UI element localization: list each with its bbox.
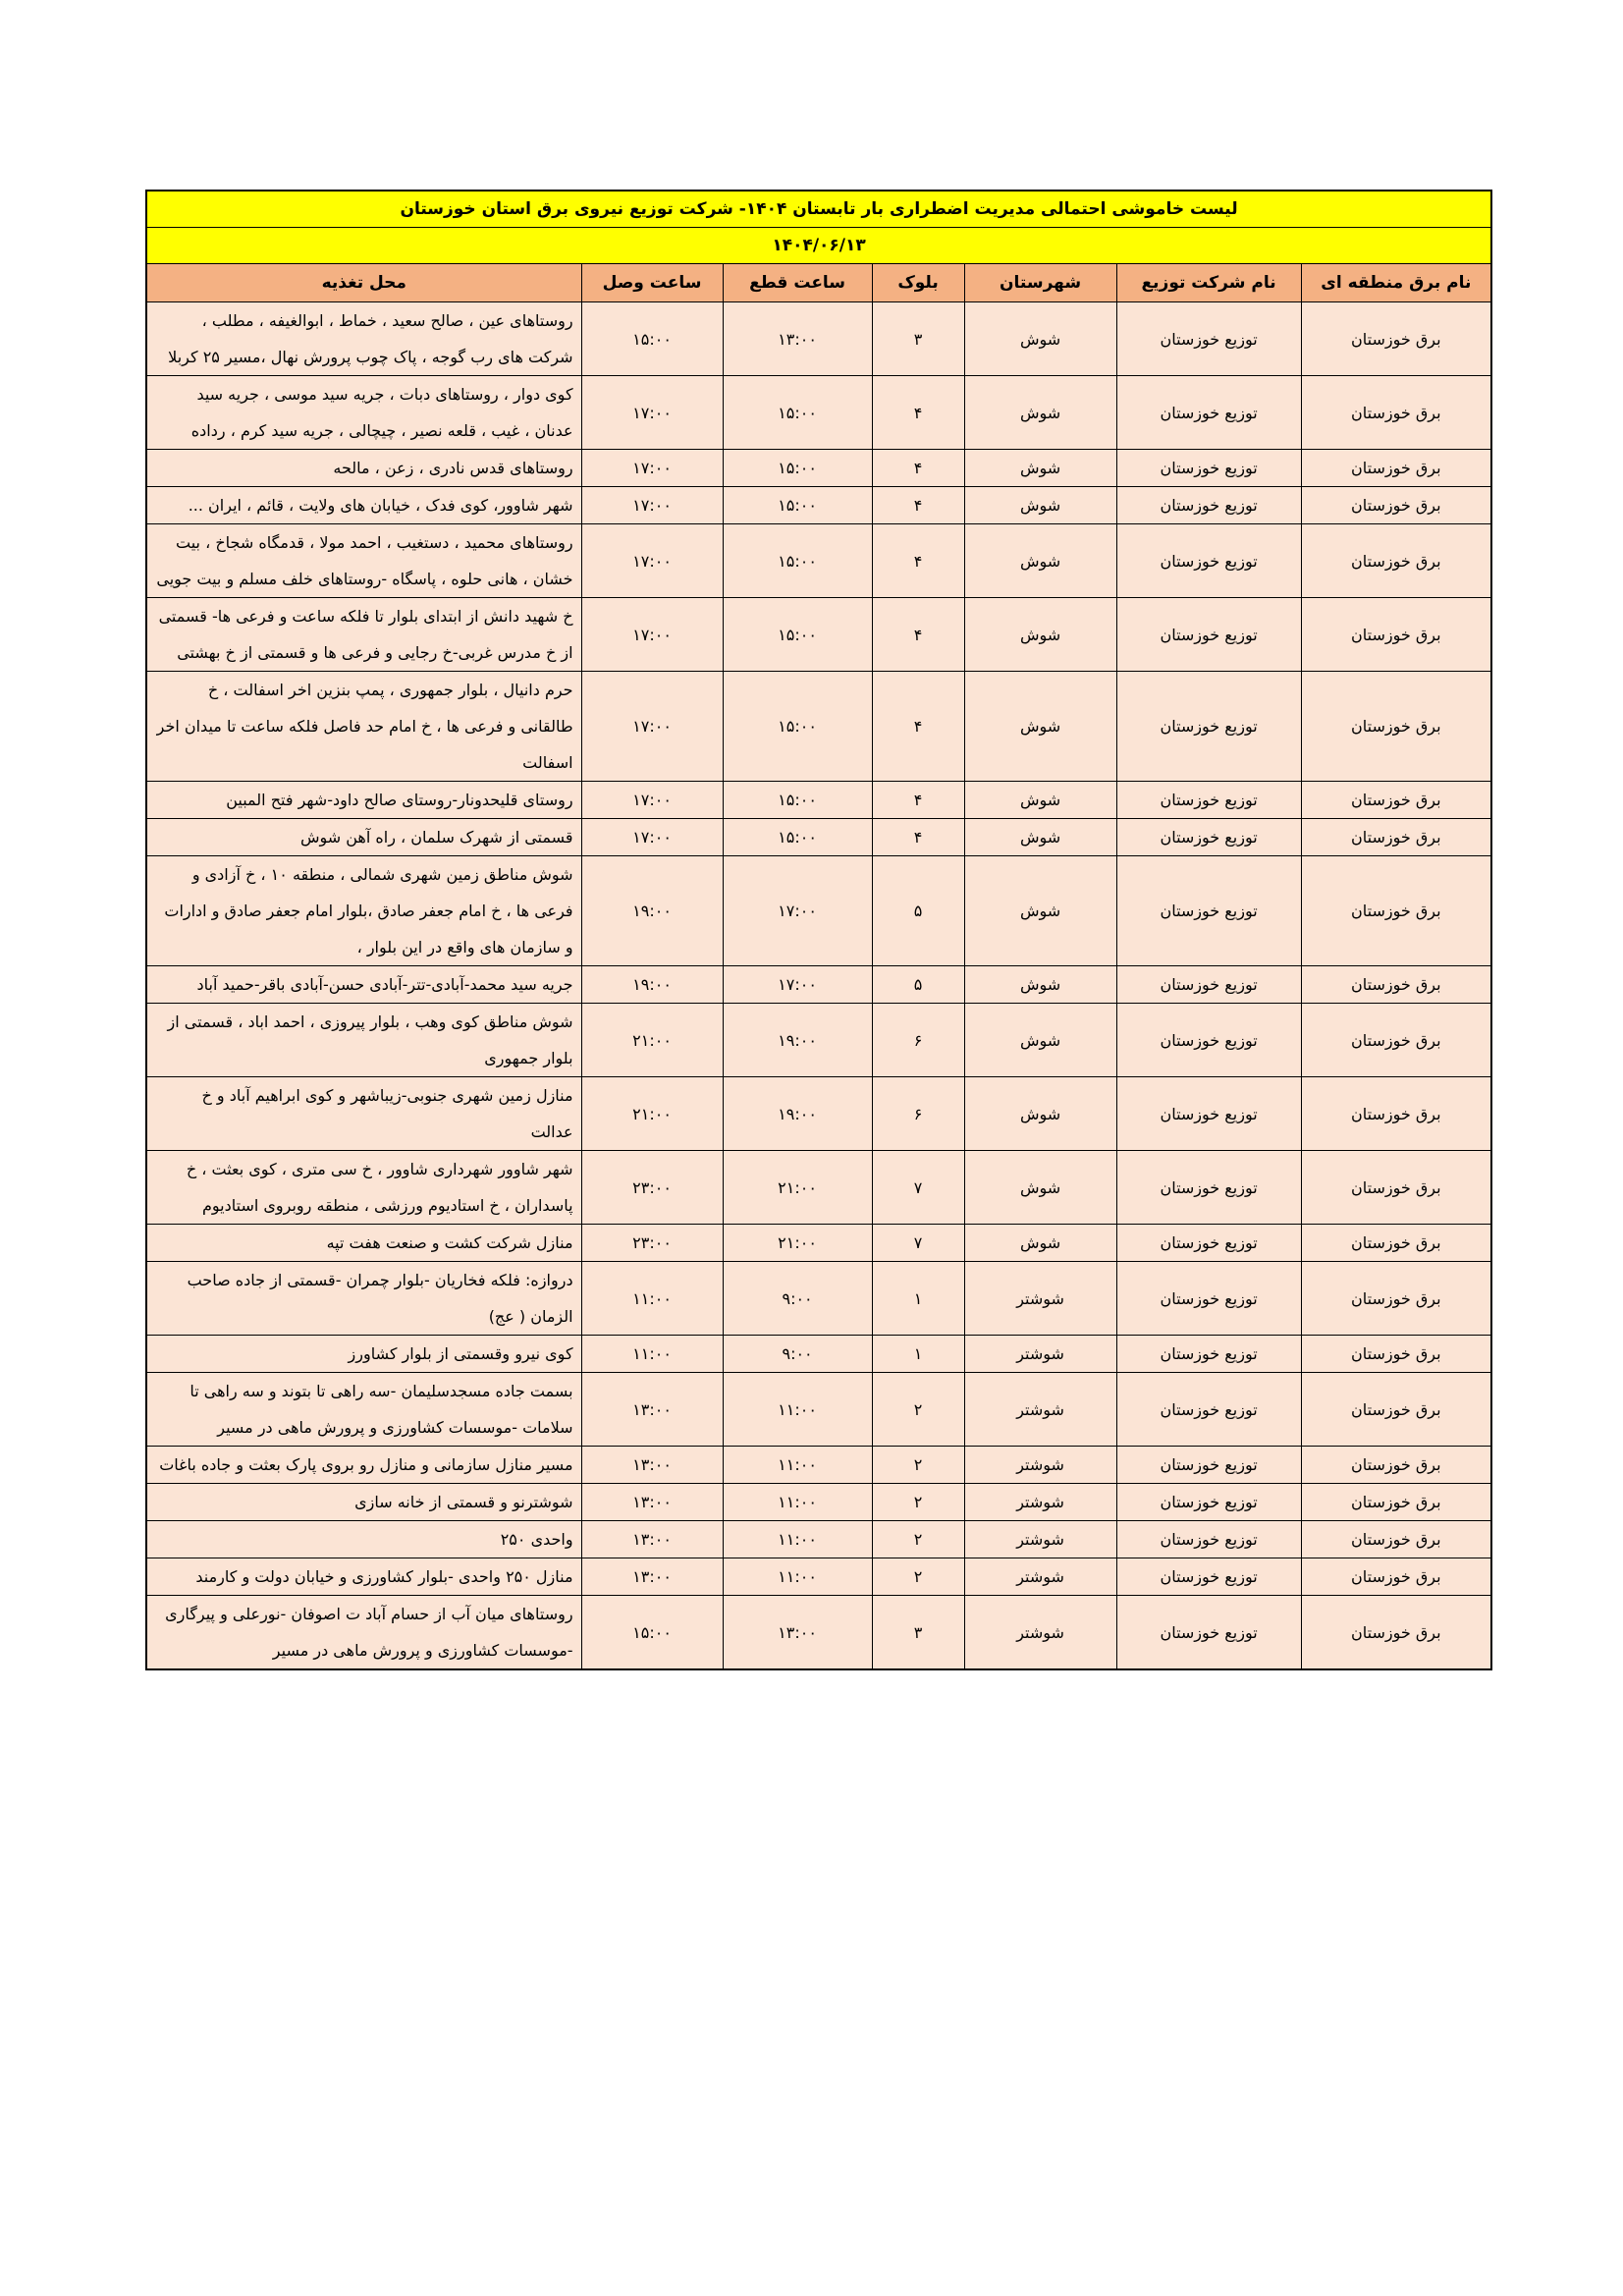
cell-city: شوشتر (964, 1521, 1116, 1558)
cell-cut-time: ۱۹:۰۰ (723, 1077, 872, 1151)
cell-city: شوشتر (964, 1484, 1116, 1521)
table-row (146, 1004, 1491, 1077)
cell-cut-time: ۱۵:۰۰ (723, 376, 872, 450)
table-row (146, 1262, 1491, 1336)
cell-location: بسمت جاده مسجدسلیمان -سه راهی تا بتوند و سه راهی تا سلامات -موسسات کشاورزی و پرورش ماهی در مسیر (146, 1373, 581, 1447)
cell-cut-time: ۱۷:۰۰ (723, 966, 872, 1004)
cell-cut-time: ۲۱:۰۰ (723, 1151, 872, 1225)
outage-schedule-table (145, 190, 1492, 1670)
cell-company: توزیع خوزستان (1116, 819, 1301, 856)
cell-city: شوش (964, 1077, 1116, 1151)
cell-region: برق خوزستان (1301, 1225, 1491, 1262)
cell-cut-time: ۹:۰۰ (723, 1262, 872, 1336)
cell-location: منازل زمین شهری جنوبی-زیباشهر و کوی ابراهیم آباد و خ عدالت (146, 1077, 581, 1151)
cell-connect-time: ۱۹:۰۰ (581, 856, 723, 966)
cell-city: شوش (964, 672, 1116, 782)
cell-company: توزیع خوزستان (1116, 1558, 1301, 1596)
cell-location: شوش مناطق زمین شهری شمالی ، منطقه ۱۰ ، خ آزادی و فرعی ها ، خ امام جعفر صادق ،بلوار امام جعفر صادق و ادارات و سازمان های واقع در این بلوار ، (146, 856, 581, 966)
table-row (146, 782, 1491, 819)
cell-company: توزیع خوزستان (1116, 450, 1301, 487)
cell-company: توزیع خوزستان (1116, 1373, 1301, 1447)
cell-region: برق خوزستان (1301, 1484, 1491, 1521)
cell-location: منازل ۲۵۰ واحدی -بلوار کشاورزی و خیابان دولت و کارمند (146, 1558, 581, 1596)
table-row (146, 856, 1491, 966)
cell-block: ۴ (872, 598, 964, 672)
cell-region: برق خوزستان (1301, 966, 1491, 1004)
cell-cut-time: ۱۵:۰۰ (723, 487, 872, 524)
header-connect-time: ساعت وصل (581, 264, 723, 302)
table-row (146, 672, 1491, 782)
cell-cut-time: ۱۱:۰۰ (723, 1447, 872, 1484)
cell-region: برق خوزستان (1301, 672, 1491, 782)
cell-connect-time: ۱۱:۰۰ (581, 1336, 723, 1373)
cell-company: توزیع خوزستان (1116, 856, 1301, 966)
cell-block: ۲ (872, 1558, 964, 1596)
cell-company: توزیع خوزستان (1116, 1484, 1301, 1521)
cell-cut-time: ۱۱:۰۰ (723, 1373, 872, 1447)
header-block: بلوک (872, 264, 964, 302)
cell-location: روستای قلیحدونار-روستای صالح داود-شهر فتح المبین (146, 782, 581, 819)
cell-location: قسمتی از شهرک سلمان ، راه آهن شوش (146, 819, 581, 856)
header-region: نام برق منطقه ای (1301, 264, 1491, 302)
cell-block: ۷ (872, 1225, 964, 1262)
cell-connect-time: ۲۱:۰۰ (581, 1004, 723, 1077)
cell-region: برق خوزستان (1301, 450, 1491, 487)
cell-region: برق خوزستان (1301, 1596, 1491, 1670)
cell-cut-time: ۱۵:۰۰ (723, 782, 872, 819)
cell-city: شوش (964, 302, 1116, 376)
cell-company: توزیع خوزستان (1116, 487, 1301, 524)
cell-location: شهر شاوور شهرداری شاوور ، خ سی متری ، کوی بعثت ، خ پاسداران ، خ استادیوم ورزشی ، منطقه روبروی استادیوم (146, 1151, 581, 1225)
cell-company: توزیع خوزستان (1116, 1336, 1301, 1373)
cell-location: حرم دانیال ، بلوار جمهوری ، پمپ بنزین اخر اسفالت ، خ طالقانی و فرعی ها ، خ امام حد فاصل فلکه ساعت تا میدان اخر اسفالت (146, 672, 581, 782)
cell-block: ۲ (872, 1484, 964, 1521)
cell-company: توزیع خوزستان (1116, 1004, 1301, 1077)
cell-block: ۱ (872, 1336, 964, 1373)
cell-location: دروازه: فلکه فخاریان -بلوار چمران -قسمتی از جاده صاحب الزمان ( عج) (146, 1262, 581, 1336)
cell-cut-time: ۱۱:۰۰ (723, 1558, 872, 1596)
cell-location: واحدی ۲۵۰ (146, 1521, 581, 1558)
cell-company: توزیع خوزستان (1116, 1225, 1301, 1262)
table-row (146, 1521, 1491, 1558)
cell-city: شوشتر (964, 1447, 1116, 1484)
cell-location: روستاهای عین ، صالح سعید ، خماط ، ابوالغیفه ، مطلب ، شرکت های رب گوجه ، پاک چوب پرورش نهال ،مسیر ۲۵ کربلا (146, 302, 581, 376)
cell-connect-time: ۱۷:۰۰ (581, 819, 723, 856)
header-company: نام شرکت توزیع (1116, 264, 1301, 302)
cell-cut-time: ۱۱:۰۰ (723, 1484, 872, 1521)
cell-company: توزیع خوزستان (1116, 782, 1301, 819)
cell-connect-time: ۱۷:۰۰ (581, 782, 723, 819)
cell-region: برق خوزستان (1301, 819, 1491, 856)
cell-city: شوش (964, 1225, 1116, 1262)
cell-location: روستاهای قدس نادری ، زعن ، مالحه (146, 450, 581, 487)
cell-region: برق خوزستان (1301, 1447, 1491, 1484)
cell-region: برق خوزستان (1301, 1558, 1491, 1596)
table-row (146, 966, 1491, 1004)
cell-connect-time: ۲۱:۰۰ (581, 1077, 723, 1151)
cell-cut-time: ۱۵:۰۰ (723, 524, 872, 598)
cell-connect-time: ۱۷:۰۰ (581, 524, 723, 598)
table-row (146, 1077, 1491, 1151)
cell-connect-time: ۱۳:۰۰ (581, 1558, 723, 1596)
cell-region: برق خوزستان (1301, 782, 1491, 819)
cell-block: ۴ (872, 672, 964, 782)
cell-cut-time: ۱۹:۰۰ (723, 1004, 872, 1077)
table-row (146, 1447, 1491, 1484)
cell-city: شوش (964, 1151, 1116, 1225)
cell-connect-time: ۱۷:۰۰ (581, 487, 723, 524)
cell-cut-time: ۱۵:۰۰ (723, 598, 872, 672)
table-row (146, 376, 1491, 450)
table-row (146, 819, 1491, 856)
cell-block: ۷ (872, 1151, 964, 1225)
cell-region: برق خوزستان (1301, 1262, 1491, 1336)
header-location: محل تغذیه (146, 264, 581, 302)
table-row (146, 1373, 1491, 1447)
cell-company: توزیع خوزستان (1116, 524, 1301, 598)
cell-block: ۲ (872, 1521, 964, 1558)
cell-city: شوش (964, 376, 1116, 450)
cell-connect-time: ۱۳:۰۰ (581, 1447, 723, 1484)
header-cut-time: ساعت قطع (723, 264, 872, 302)
cell-location: مسیر منازل سازمانی و منازل رو بروی پارک بعثت و جاده باغات (146, 1447, 581, 1484)
cell-region: برق خوزستان (1301, 1151, 1491, 1225)
cell-city: شوشتر (964, 1558, 1116, 1596)
table-row (146, 450, 1491, 487)
cell-company: توزیع خوزستان (1116, 598, 1301, 672)
cell-block: ۲ (872, 1373, 964, 1447)
header-row (146, 264, 1491, 302)
cell-company: توزیع خوزستان (1116, 1077, 1301, 1151)
cell-cut-time: ۱۷:۰۰ (723, 856, 872, 966)
cell-company: توزیع خوزستان (1116, 1447, 1301, 1484)
sheet-title: لیست خاموشی احتمالی مدیریت اضطراری بار تابستان ۱۴۰۴- شرکت توزیع نیروی برق استان خوزستان (146, 191, 1491, 228)
cell-connect-time: ۱۷:۰۰ (581, 672, 723, 782)
cell-city: شوش (964, 856, 1116, 966)
cell-city: شوشتر (964, 1373, 1116, 1447)
cell-location: روستاهای محمید ، دستغیب ، احمد مولا ، قدمگاه شجاخ ، بیت خشان ، هانی حلوه ، پاسگاه -روستاهای خلف مسلم و بیت جویی (146, 524, 581, 598)
cell-connect-time: ۲۳:۰۰ (581, 1151, 723, 1225)
cell-location: منازل شرکت کشت و صنعت هفت تپه (146, 1225, 581, 1262)
cell-block: ۲ (872, 1447, 964, 1484)
cell-connect-time: ۱۳:۰۰ (581, 1373, 723, 1447)
cell-city: شوش (964, 1004, 1116, 1077)
cell-region: برق خوزستان (1301, 302, 1491, 376)
cell-region: برق خوزستان (1301, 598, 1491, 672)
cell-block: ۴ (872, 524, 964, 598)
cell-block: ۳ (872, 1596, 964, 1670)
cell-company: توزیع خوزستان (1116, 376, 1301, 450)
cell-block: ۳ (872, 302, 964, 376)
cell-city: شوشتر (964, 1596, 1116, 1670)
cell-region: برق خوزستان (1301, 1077, 1491, 1151)
cell-cut-time: ۹:۰۰ (723, 1336, 872, 1373)
cell-connect-time: ۱۷:۰۰ (581, 598, 723, 672)
table-row (146, 598, 1491, 672)
cell-location: شهر شاوور، کوی فدک ، خیابان های ولایت ، قائم ، ایران ... (146, 487, 581, 524)
cell-location: کوی دوار ، روستاهای دبات ، جریه سید موسی ، جریه سید عدنان ، غیب ، قلعه نصیر ، چیچالی ، جریه سید کرم ، رداده (146, 376, 581, 450)
cell-cut-time: ۱۳:۰۰ (723, 302, 872, 376)
cell-company: توزیع خوزستان (1116, 1151, 1301, 1225)
cell-cut-time: ۱۵:۰۰ (723, 450, 872, 487)
cell-location: کوی نیرو وقسمتی از بلوار کشاورز (146, 1336, 581, 1373)
cell-region: برق خوزستان (1301, 1336, 1491, 1373)
cell-region: برق خوزستان (1301, 487, 1491, 524)
cell-connect-time: ۲۳:۰۰ (581, 1225, 723, 1262)
cell-city: شوش (964, 524, 1116, 598)
cell-connect-time: ۱۵:۰۰ (581, 302, 723, 376)
cell-block: ۵ (872, 856, 964, 966)
sheet-date: ۱۴۰۴/۰۶/۱۳ (146, 228, 1491, 264)
cell-block: ۴ (872, 782, 964, 819)
cell-block: ۴ (872, 819, 964, 856)
cell-cut-time: ۲۱:۰۰ (723, 1225, 872, 1262)
cell-location: شوشترنو و قسمتی از خانه سازی (146, 1484, 581, 1521)
cell-cut-time: ۱۵:۰۰ (723, 819, 872, 856)
cell-connect-time: ۱۹:۰۰ (581, 966, 723, 1004)
cell-city: شوشتر (964, 1336, 1116, 1373)
table-row (146, 302, 1491, 376)
header-city: شهرستان (964, 264, 1116, 302)
cell-block: ۶ (872, 1004, 964, 1077)
cell-company: توزیع خوزستان (1116, 1521, 1301, 1558)
cell-block: ۶ (872, 1077, 964, 1151)
cell-region: برق خوزستان (1301, 524, 1491, 598)
cell-city: شوش (964, 782, 1116, 819)
table-row (146, 1596, 1491, 1670)
cell-region: برق خوزستان (1301, 1373, 1491, 1447)
cell-city: شوش (964, 487, 1116, 524)
cell-company: توزیع خوزستان (1116, 672, 1301, 782)
cell-city: شوش (964, 598, 1116, 672)
cell-cut-time: ۱۱:۰۰ (723, 1521, 872, 1558)
cell-block: ۴ (872, 487, 964, 524)
cell-company: توزیع خوزستان (1116, 1596, 1301, 1670)
cell-city: شوش (964, 450, 1116, 487)
cell-cut-time: ۱۵:۰۰ (723, 672, 872, 782)
cell-region: برق خوزستان (1301, 856, 1491, 966)
cell-location: جریه سید محمد-آبادی-تتر-آبادی حسن-آبادی باقر-حمید آباد (146, 966, 581, 1004)
cell-cut-time: ۱۳:۰۰ (723, 1596, 872, 1670)
table-row (146, 1225, 1491, 1262)
cell-block: ۱ (872, 1262, 964, 1336)
cell-location: شوش مناطق کوی وهب ، بلوار پیروزی ، احمد اباد ، قسمتی از بلوار جمهوری (146, 1004, 581, 1077)
cell-block: ۴ (872, 450, 964, 487)
cell-connect-time: ۱۷:۰۰ (581, 376, 723, 450)
cell-connect-time: ۱۷:۰۰ (581, 450, 723, 487)
cell-connect-time: ۱۱:۰۰ (581, 1262, 723, 1336)
table-row (146, 1336, 1491, 1373)
cell-block: ۵ (872, 966, 964, 1004)
cell-block: ۴ (872, 376, 964, 450)
cell-region: برق خوزستان (1301, 376, 1491, 450)
cell-region: برق خوزستان (1301, 1521, 1491, 1558)
cell-company: توزیع خوزستان (1116, 302, 1301, 376)
table-row (146, 1151, 1491, 1225)
table-row (146, 524, 1491, 598)
cell-region: برق خوزستان (1301, 1004, 1491, 1077)
cell-connect-time: ۱۳:۰۰ (581, 1484, 723, 1521)
table-row (146, 1558, 1491, 1596)
cell-company: توزیع خوزستان (1116, 966, 1301, 1004)
table-row (146, 1484, 1491, 1521)
cell-location: خ شهید دانش از ابتدای بلوار تا فلکه ساعت و فرعی ها- قسمتی از خ مدرس غربی-خ رجایی و فرعی ها و قسمتی از خ بهشتی (146, 598, 581, 672)
cell-location: روستاهای میان آب از حسام آباد ت اصوفان -نورعلی و پیرگاری -موسسات کشاورزی و پرورش ماهی در مسیر (146, 1596, 581, 1670)
cell-city: شوش (964, 819, 1116, 856)
cell-city: شوشتر (964, 1262, 1116, 1336)
cell-city: شوش (964, 966, 1116, 1004)
table-row (146, 487, 1491, 524)
cell-company: توزیع خوزستان (1116, 1262, 1301, 1336)
cell-connect-time: ۱۵:۰۰ (581, 1596, 723, 1670)
cell-connect-time: ۱۳:۰۰ (581, 1521, 723, 1558)
